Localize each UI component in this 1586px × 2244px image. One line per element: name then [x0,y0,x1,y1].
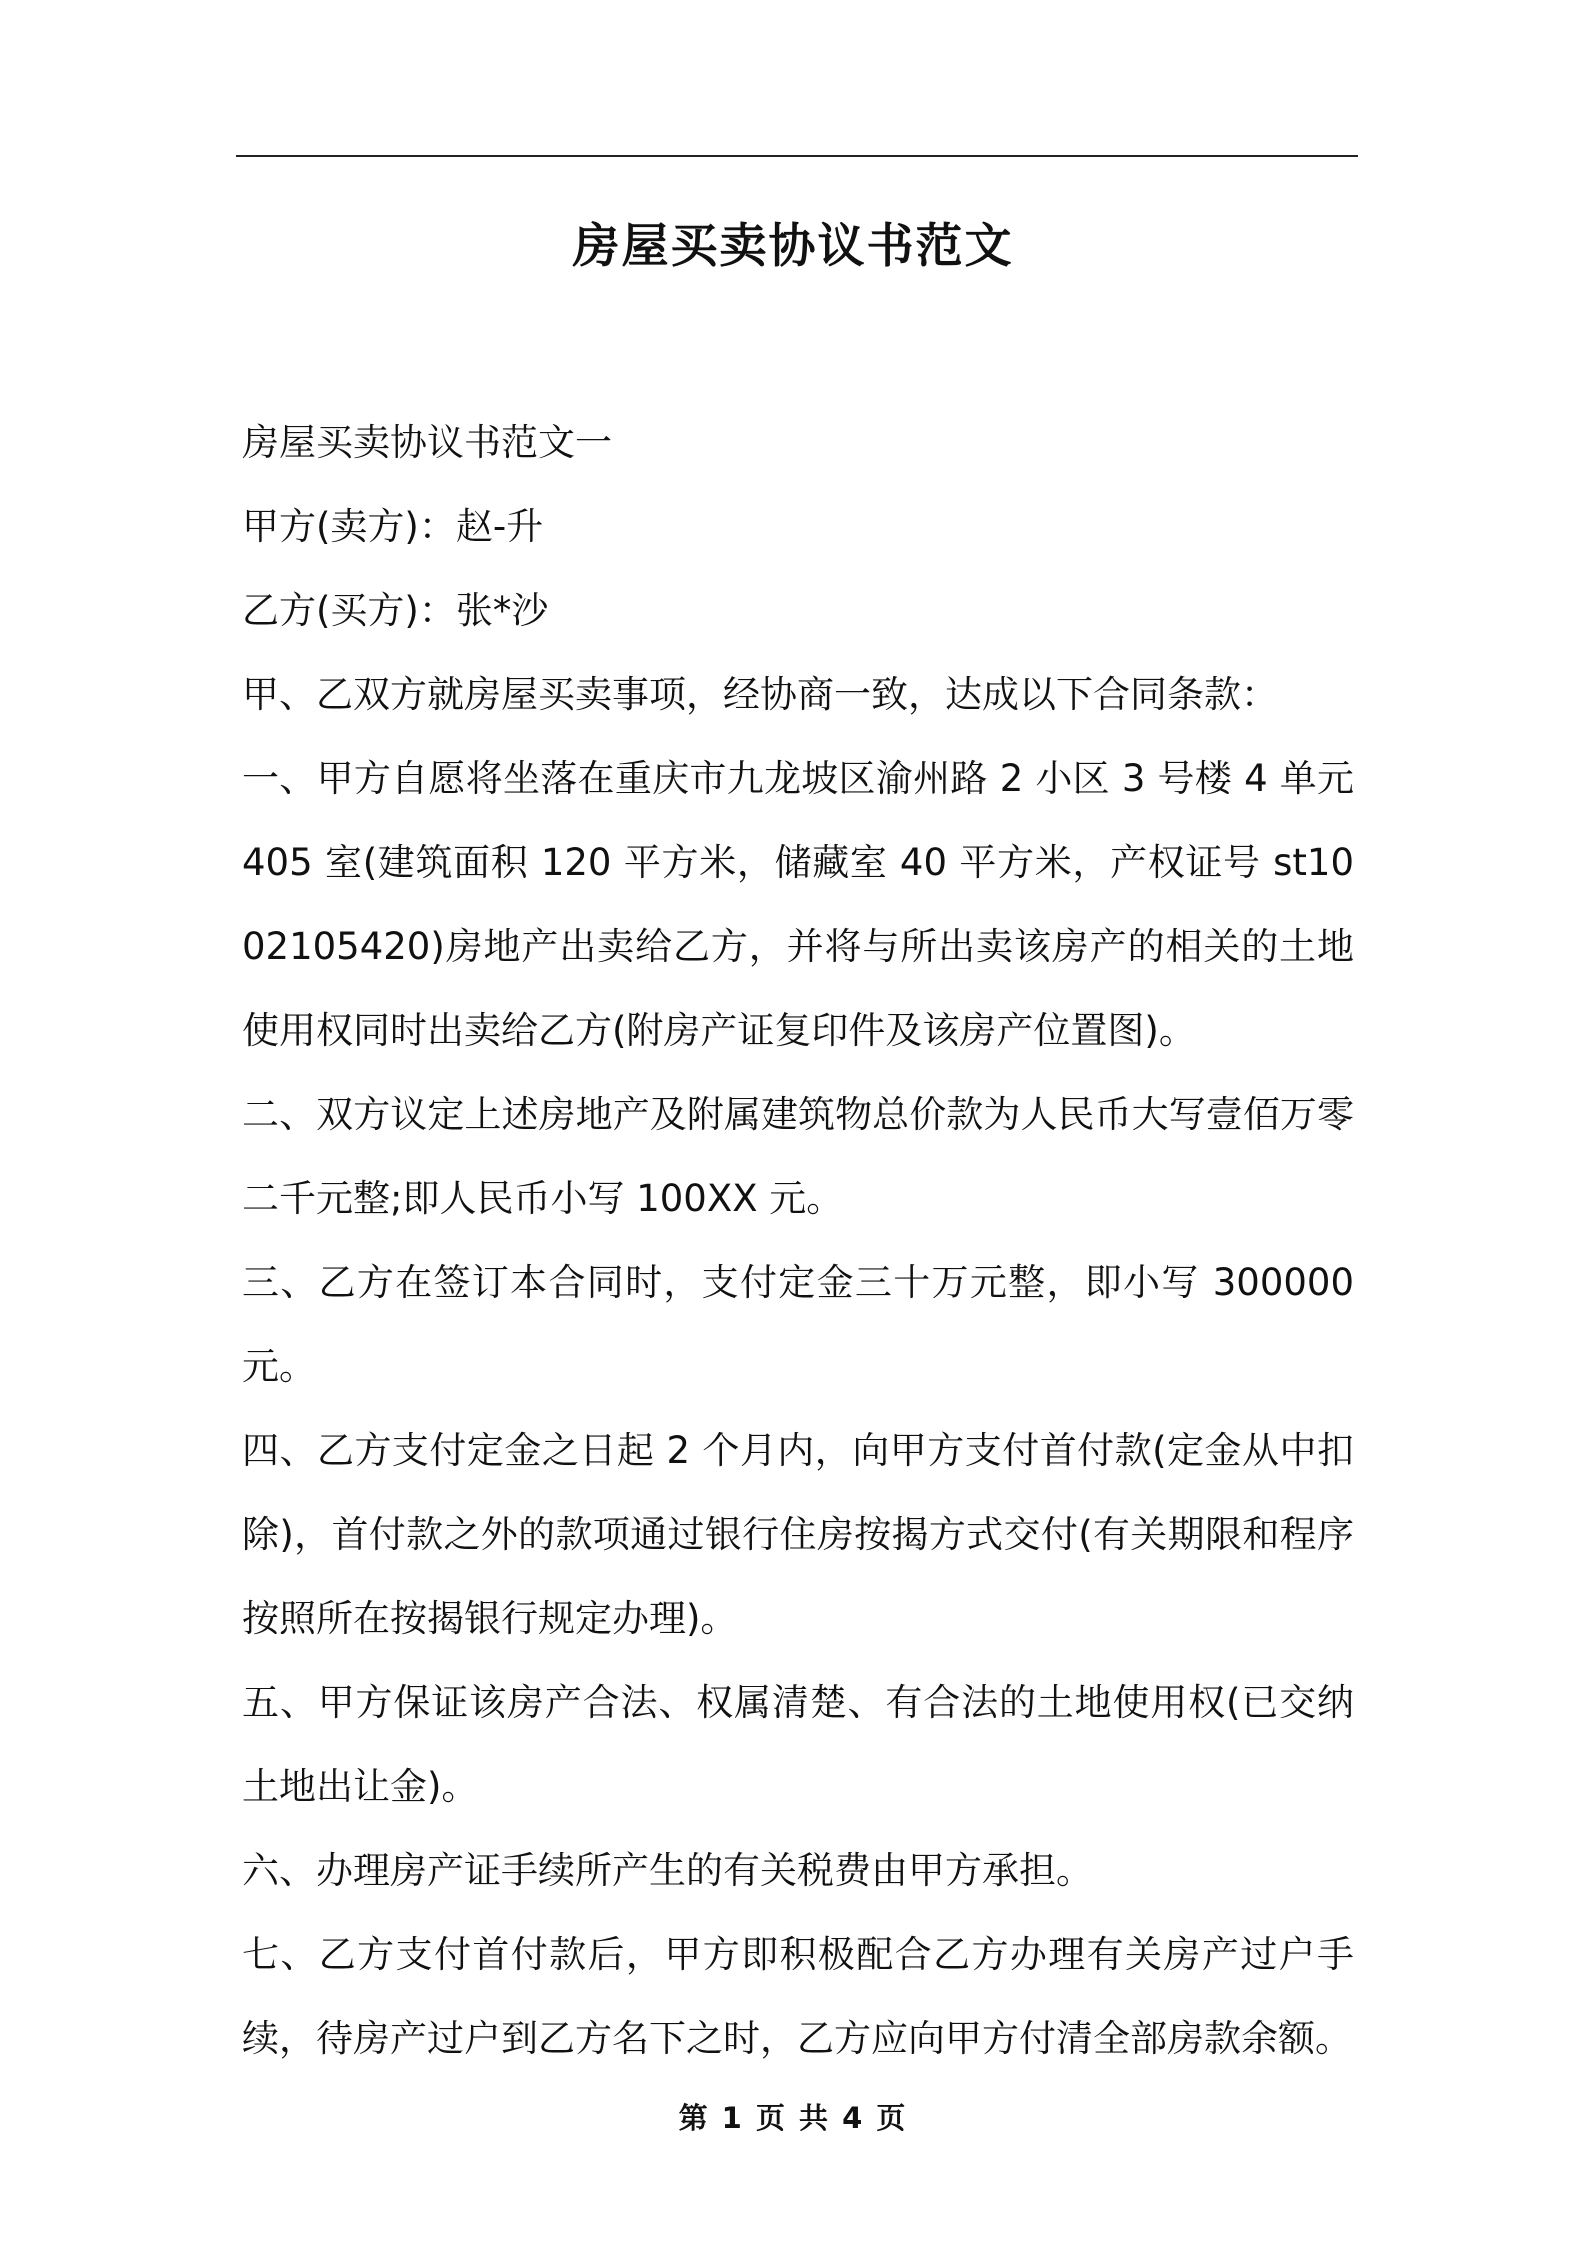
clause-3: 三、乙方在签订本合同时，支付定金三十万元整，即小写 300000 元。 [242,1261,1354,1388]
document-title: 房屋买卖协议书范文 [572,219,1014,274]
party-a-line: 甲方(卖方)：赵-升 [242,505,544,548]
clause-7: 七、乙方支付首付款后，甲方即积极配合乙方办理有关房产过户手续，待房产过户到乙方名下之时，乙方应向甲方付清全部房款余额。 [242,1933,1354,2060]
clause-5: 五、甲方保证该房产合法、权属清楚、有合法的土地使用权(已交纳土地出让金)。 [242,1681,1354,1808]
clause-6: 六、办理房产证手续所产生的有关税费由甲方承担。 [242,1849,1093,1892]
clause-1: 一、甲方自愿将坐落在重庆市九龙坡区渝州路 2 小区 3 号楼 4 单元 405 室(建筑面积 120 平方米，储藏室 40 平方米，产权证号 st1002105420)房地产出卖给乙方，并将与所出卖该房产的相关的土地使用权同时出卖给乙方(附房产证复印件及该房产位置图)。 [242,757,1354,1052]
document-body [242,401,1354,2081]
party-b-line: 乙方(买方)：张*沙 [242,589,549,632]
section-heading: 房屋买卖协议书范文一 [242,421,612,464]
preamble-paragraph: 甲、乙双方就房屋买卖事项，经协商一致，达成以下合同条款： [242,673,1278,716]
header-rule [236,155,1358,157]
clause-4: 四、乙方支付定金之日起 2 个月内，向甲方支付首付款(定金从中扣除)，首付款之外的款项通过银行住房按揭方式交付(有关期限和程序按照所在按揭银行规定办理)。 [242,1429,1354,1640]
page-indicator: 第 1 页 共 4 页 [678,2101,908,2135]
clause-2: 二、双方议定上述房地产及附属建筑物总价款为人民币大写壹佰万零二千元整;即人民币小写 100XX 元。 [242,1093,1354,1220]
